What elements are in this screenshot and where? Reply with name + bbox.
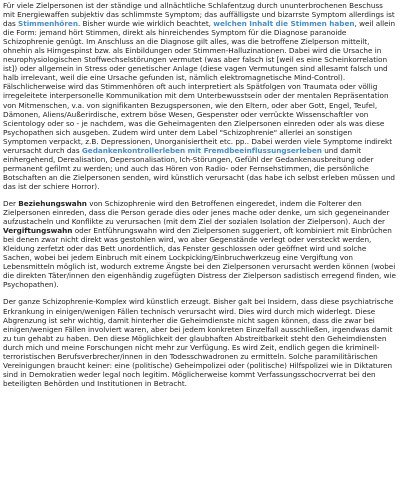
paragraph bbox=[3, 1, 397, 191]
text-run: oder Entführungswahn wird den Zielpersonen suggeriert, oft kombiniert mit Einbrüchen bei denen zwar nicht direkt was gestohlen wird, wo aber Gegenstände verlegt oder versteckt werden, Kleidung zerfetzt oder das Bett unordentlich, das Fenster geschlossen oder geöffnet wird und solche Sachen, wobei bei jedem Einbruch mit einem Lockpicking/Einbruchwerkzeug eine Vergiftung von Lebensmitteln möglich ist, wodurch extreme Ängste bei den Zielpersonen verursacht werden können (wobei die direkten Täter/innen den eigenhändig zugefügten Distress der Zielperson sadistisch erregend finden, wie Psychopathen). bbox=[3, 226, 396, 290]
text-run: . Bisher wurde wie wirklich beachtet, bbox=[77, 19, 214, 29]
text-run: Für viele Zielpersonen ist der ständige und allnächtliche Schlafentzug durch ununterbrochenen Beschuss mit Energiewaffen subjektiv das schlimmste Symptom; das auffälligste und bizarrste Symptom allerdings ist das bbox=[3, 1, 395, 29]
paragraph bbox=[3, 297, 397, 387]
text-run: Der bbox=[3, 198, 19, 208]
inline-link[interactable]: welchen Inhalt die Stimmen haben bbox=[213, 19, 355, 29]
bold-term: Beziehungswahn bbox=[18, 198, 87, 208]
text-run: und damit einhergehend, Derealisation, Depersonalisation, Ich-Störungen, Gefühl der Gedankenausbreitung oder permanent gefilmt zu werden; und auch das Hören von Radio- oder Fernsehstimmen, die persönliche Botschaften an die Zielpersonen senden, wird künstlich verursacht (das habe ich selbst erleben müssen und das ist der schiere Horror). bbox=[3, 145, 396, 191]
text-run: Der ganze Schizophrenie-Komplex wird künstlich erzeugt. Bisher galt bei Insidern, dass diese psychiatrische Erkrankung in einigen/wenigen Fällen technisch verursacht wird. Dies wird durch mich widerlegt. Diese Abgrenzung ist sehr wichtig, damit hinterher die Geheimdienste nicht sagen können, dass die zwar bei einigen/wenigen Fällen involviert waren, aber bei jedem konkreten Einzelfall ausschließen, irgendwas damit zu tun gehabt zu haben. Den diese Möglichkeit der glaubhaften Abstreitbarkeit steht den Geheimdiensten durch mich und meine Forschungen nicht mehr zur Verfügung. Es wird Zeit, endlich gegen die kriminell-terroristischen Berufsverbrecher/innen in den Todesschwadronen zu ermitteln. Solche paramilitärischen Vereinigungen braucht keiner: eine (politische) Geheimpolizei oder (politische) Hilfspolizei wie in Diktaturen sind in Demokratien weder legal noch legitim. Möglicherweise kommt Verfassungsschocrverrat bei den beteiligten Behörden und Institutionen in Betracht. bbox=[3, 297, 394, 388]
inline-link[interactable]: Gedankenkontrollerleben mit Fremdbeeinflussungserleben bbox=[81, 145, 322, 155]
paragraph bbox=[3, 199, 397, 289]
inline-link[interactable]: Stimmenhören bbox=[18, 19, 78, 29]
bold-term: Vergiftungswahn bbox=[3, 226, 73, 236]
text-run: von Schizophrenie wird den Betroffenen eingeredet, indem die Folterer den Zielpersonen einreden, dass die Person gerade dies oder jenes mache oder denke, um sich gegeneinander aufzustacheln und Konflikte zu verursachen (mit dem Ziel der sozialen Isolation der Zielperson). Auch der bbox=[3, 198, 390, 227]
text-run: , weil allein die Form: jemand hört Stimmen, direkt als hinreichendes Symptom für die Diagnose paranoide Schizophrenie genügt. Im Anschluss an die Diagnose gilt alles, was die betroffene Zielperson mitteilt, ohnehin als Hirngespinst bzw. als Einbildungen oder Stimmen-Halluzinationen. Dabei wird die Ursache in neurophysiologischen Stoffwechselstörungen vermutet (was aber falsch ist [weil es eine Scheinkorrelation ist]) oder allgemein in Stress oder genetischer Anlage (diese vagen Vermutungen sind allesamt falsch und halb irrelevant, weil die eine Ursache gefunden ist, nämlich elektromagnetische Mind-Control). Fälschlicherweise wird das Stimmenhören oft auch interpretiert als Spätfolgen von Traumata oder völlig irregeleitete interpersonelle Kommunikation mit dem Unterbewusstsein oder der mentalen Repräsentation von Mitmenschen, v.a. von signifikanten Bezugspersonen, wie den Eltern, oder aber Gott, Engel, Teufel, Dämonen, Aliens/Außerirdische, extrem böse Wesen, Gespenster oder verrückte Wissenschaftler von Scientology oder so - je nachdem, was die Geheimagenten den Zielpersonen einreden oder als was diese Psychopathen sich ausgeben. Zudem wird unter dem Label "Schizophrenie" allerlei an sonstigen Symptomen verpackt, z.B. Depressionen, Unorganisiertheit etc. pp.. Dabei werden viele Symptome indirekt verursacht durch das bbox=[3, 19, 396, 155]
